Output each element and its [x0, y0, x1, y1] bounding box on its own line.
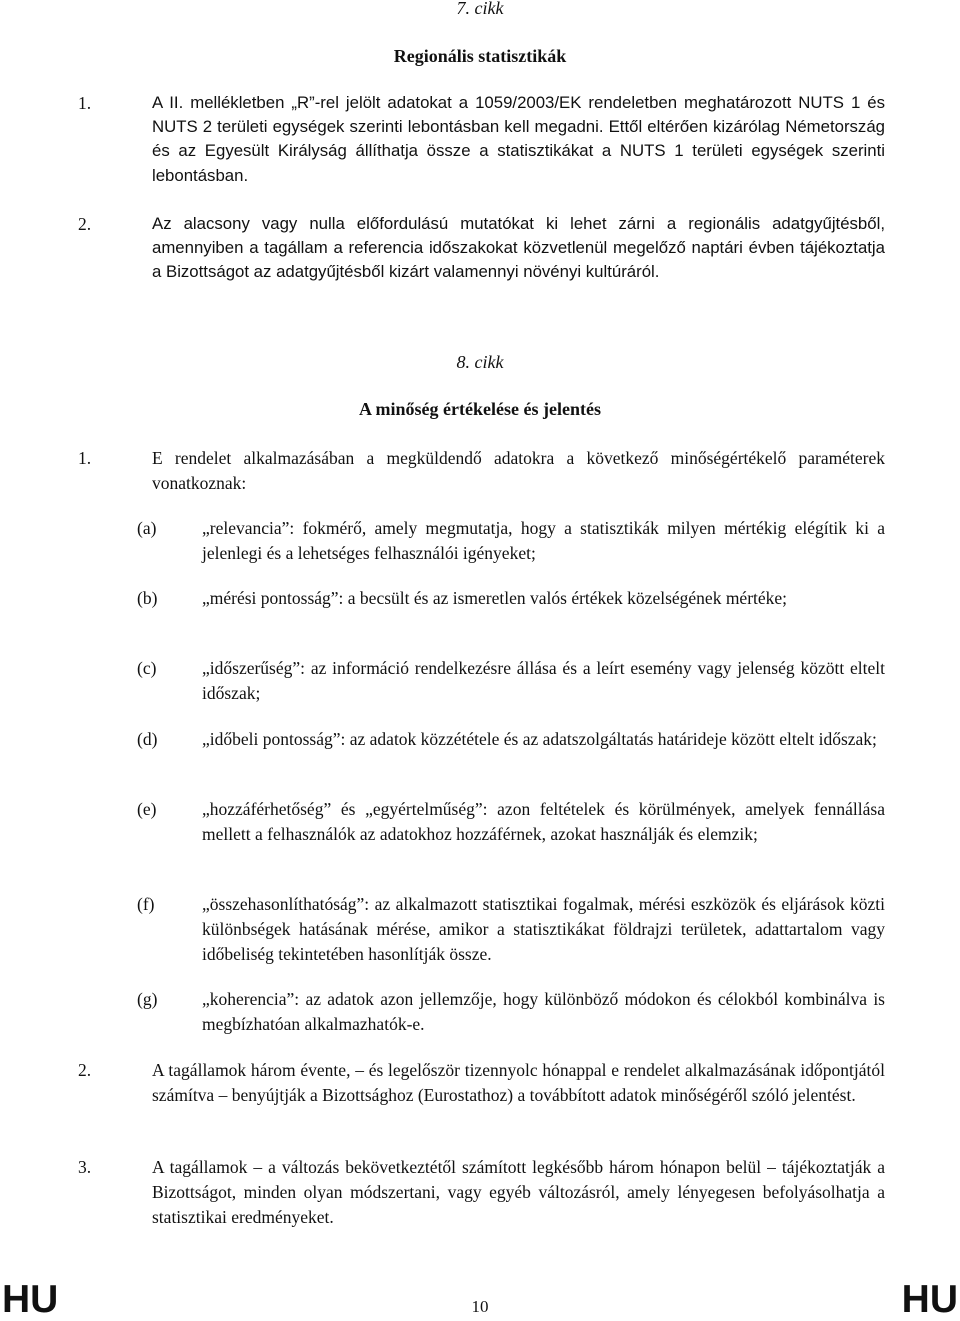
article-7-para-1-number: 1.	[78, 93, 92, 113]
article-8-number: 8. cikk	[456, 352, 504, 372]
footer-language-code-right: HU	[901, 1278, 958, 1321]
list-item-relevancia: „relevancia”: fokmérő, amely megmutatja, hogy a statisztikák milyen mértékig elégítik ki a jelenlegi és a lehetséges felhasználói igényeket;	[202, 518, 885, 563]
article-7-para-2: Az alacsony vagy nulla előfordulású mutatókat ki lehet zárni a regionális adatgyűjtésből, amennyiben a tagállam a referencia időszakokat közvetlenül megelőző naptári évben tájékoztatja a Bizottságot az adatgyűjtésből kizárt valamennyi növényi kultúráról.	[152, 214, 885, 282]
list-item-label: (f)	[137, 894, 155, 914]
article-8-para-1-number: 1.	[78, 448, 92, 468]
article-8-title: A minőség értékelése és jelentés	[359, 399, 601, 419]
article-8-para-2-number: 2.	[78, 1060, 92, 1080]
list-item-idobeli-pontossag: „időbeli pontosság”: az adatok közzététele és az adatszolgáltatás határideje között eltelt időszak;	[202, 729, 877, 749]
footer-language-code-left: HU	[2, 1278, 59, 1321]
list-item-label: (b)	[137, 588, 158, 608]
list-item-idoszeruseg: „időszerűség”: az információ rendelkezésre állása és a leírt esemény vagy jelenség között eltelt időszak;	[202, 658, 885, 703]
list-item-label: (a)	[137, 518, 157, 538]
article-8-para-2: A tagállamok három évente, – és legelőször tizennyolc hónappal e rendelet alkalmazásának időpontjától számítva – benyújtják a Bizottsághoz (Eurostathoz) a továbbított adatok minőségéről szóló jelentést.	[152, 1060, 885, 1105]
article-7-para-2-number: 2.	[78, 214, 92, 234]
list-item-hozzaferhetoseg: „hozzáférhetőség” és „egyértelműség”: azon feltételek és körülmények, amelyek fennállása mellett a felhasználók az adatokhoz hozzáférnek, azokat használják és elemzik;	[202, 799, 885, 844]
article-8-para-3: A tagállamok – a változás bekövetkeztétől számított legkésőbb három hónapon belül – tájékoztatják a Bizottságot, minden olyan módszertani, vagy egyéb változásról, amely lényegesen befolyásolhatja a statisztikai eredményeket.	[152, 1157, 885, 1227]
list-item-meresi-pontossag: „mérési pontosság”: a becsült és az ismeretlen valós értékek közelségének mértéke;	[202, 588, 788, 608]
article-7-title: Regionális statisztikák	[393, 46, 567, 66]
list-item-label: (d)	[137, 729, 158, 749]
article-7-number: 7. cikk	[456, 0, 504, 18]
list-item-label: (c)	[137, 658, 157, 678]
list-item-koherencia: „koherencia”: az adatok azon jellemzője, hogy különböző módokon és célokból kombinálva is megbízhatóan alkalmazhatók-e.	[202, 989, 885, 1034]
page-number: 10	[471, 1297, 489, 1316]
list-item-label: (g)	[137, 989, 158, 1009]
list-item-osszehasonlithatosag: „összehasonlíthatóság”: az alkalmazott statisztikai fogalmak, mérési eszközök és eljárások közti különbségek hatásának mérése, amikor a statisztikákat földrajzi területek, adattartalom vagy időbeliség tekintetében hasonlítják össze.	[202, 894, 885, 964]
list-item-label: (e)	[137, 799, 157, 819]
article-8-para-3-number: 3.	[78, 1157, 92, 1177]
article-8-para-1: E rendelet alkalmazásában a megküldendő adatokra a következő minőségértékelő paraméterek vonatkoznak:	[152, 448, 885, 493]
article-7-para-1: A II. mellékletben „R”-rel jelölt adatokat a 1059/2003/EK rendeletben meghatározott NUTS 1 és NUTS 2 területi egységek szerinti lebontásban kell megadni. Ettől eltérően kizárólag Németország és az Egyesült Királyság állíthatja össze a statisztikákat a NUTS 1 területi egységek szerinti lebontásban.	[152, 93, 885, 185]
